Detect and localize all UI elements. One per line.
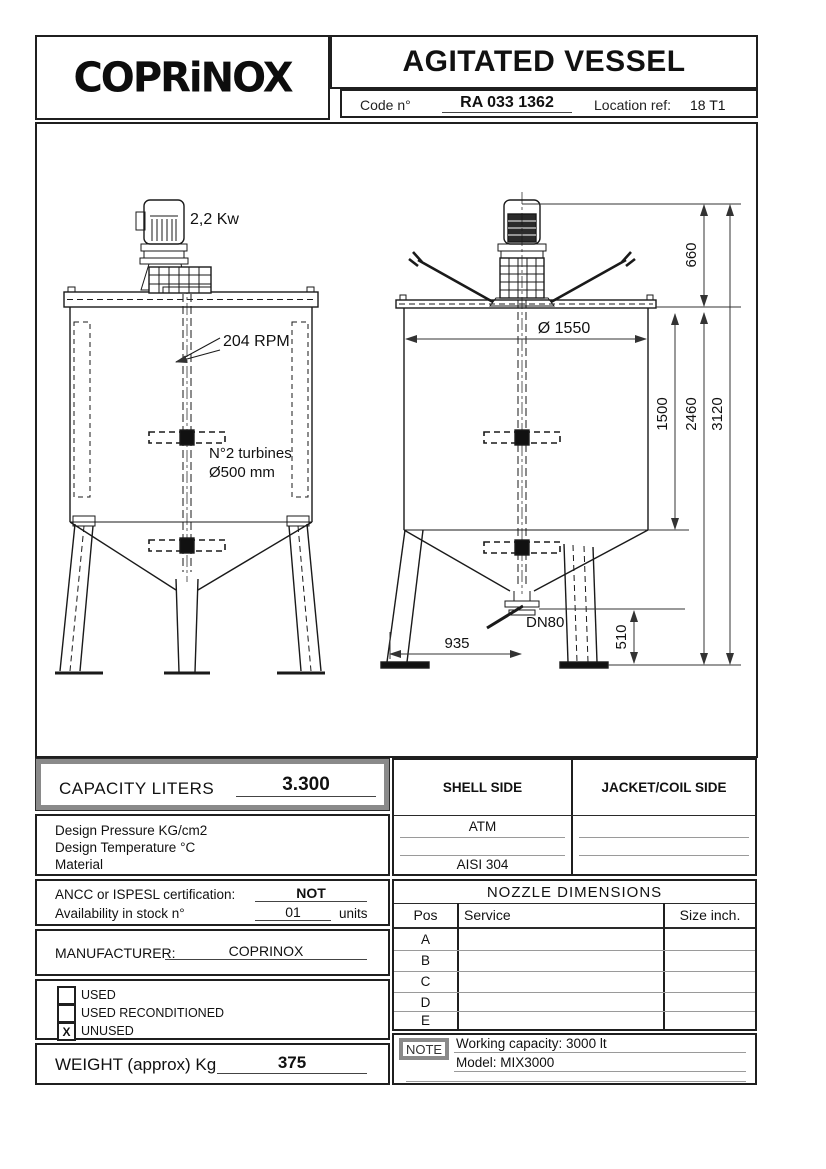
nozzle-header-underline [394,927,755,929]
weight-value: 375 [217,1053,367,1074]
certification-box [35,879,390,926]
diameter-dim-label: Ø 1550 [537,320,591,337]
design-pressure-label: Design Pressure KG/cm2 [55,823,208,838]
nozzle-title-underline [394,903,755,904]
weight-box [35,1043,390,1085]
checkbox-unused [57,1022,76,1041]
nozzle-row-pos-e: E [420,1013,430,1028]
shell-pressure-value: ATM [468,819,497,834]
weight-label: WEIGHT (approx) Kg [55,1055,217,1074]
nozzle-row-b-line [394,971,755,972]
checkbox-unused-label: UNUSED [81,1024,134,1038]
shell-jacket-divider [571,760,573,874]
right-vessel-view [381,192,656,668]
dim-510-label: 510 [613,624,630,650]
rpm-label: 204 RPM [223,333,290,350]
certification-value: NOT [255,885,367,902]
nozzle-row-d-line [394,1011,755,1012]
location-ref-label: Location ref: [594,97,672,113]
technical-drawing-frame [35,122,758,758]
note-line2: Model: MIX3000 [456,1055,555,1070]
checkbox-used [57,986,76,1005]
design-conditions-box [35,814,390,876]
dim-935-label: 935 [444,635,470,652]
note-line3-underline [406,1081,746,1082]
note-box [392,1033,757,1085]
dim-2460-label: 2460 [683,397,700,431]
coprinox-logo: COPRiNOX [73,54,292,101]
jacket-row1-line [579,837,749,838]
nozzle-row-a-line [394,950,755,951]
manufacturer-value: COPRINOX [165,943,367,960]
nozzle-header-service: Service [464,907,511,923]
capacity-box [35,758,390,811]
jacket-coil-side-header: JACKET/COIL SIDE [601,780,727,795]
outlet-dn80-label: DN80 [526,614,565,631]
power-label: 2,2 Kw [190,211,239,228]
availability-label: Availability in stock n° [55,906,185,921]
capacity-value: 3.300 [236,774,376,797]
checkbox-used-label: USED [81,988,116,1002]
code-row [340,89,758,118]
checkbox-used-reconditioned [57,1004,76,1023]
availability-units: units [339,906,368,921]
nozzle-table-title: NOZZLE DIMENSIONS [486,884,663,901]
nozzle-row-pos-d: D [420,995,431,1010]
checkbox-unused-mark: X [62,1024,71,1039]
logo-box [35,35,330,120]
dim-3120-label: 3120 [709,397,726,431]
checkbox-used-reconditioned-label: USED RECONDITIONED [81,1006,225,1020]
title-box [330,35,758,89]
shell-material-value: AISI 304 [456,857,509,872]
vessel-drawing [37,124,756,756]
page-title: AGITATED VESSEL [402,45,686,78]
condition-box [35,979,390,1040]
shell-row1-line [400,837,565,838]
note-line1: Working capacity: 3000 lt [456,1036,607,1051]
nozzle-header-pos: Pos [413,907,438,923]
turbines-label-line1: N°2 turbines [209,445,292,462]
nozzle-row-pos-c: C [420,974,431,989]
nozzle-row-c-line [394,992,755,993]
turbines-label-line2: Ø500 mm [209,464,275,481]
shell-side-header: SHELL SIDE [442,780,523,795]
manufacturer-label: MANUFACTURER: [55,945,176,961]
availability-value: 01 [255,904,331,921]
code-label: Code n° [360,97,411,113]
location-ref-value: 18 T1 [690,97,726,113]
shell-row2-line [400,855,565,856]
design-temperature-label: Design Temperature °C [55,840,196,855]
note-line2-underline [454,1071,746,1072]
note-label: NOTE [405,1041,443,1057]
nozzle-header-size: Size inch. [679,907,741,923]
certification-label: ANCC or ISPESL certification: [55,887,236,902]
jacket-row2-line [579,855,749,856]
left-vessel-view [55,200,325,673]
material-label: Material [55,857,104,872]
code-value: RA 033 1362 [442,94,572,113]
nozzle-dimensions-table [392,879,757,1031]
shell-header-underline [394,815,755,816]
nozzle-row-pos-a: A [420,932,430,947]
capacity-label: CAPACITY LITERS [59,779,215,798]
dim-1500-label: 1500 [654,397,671,431]
note-label-frame [399,1038,449,1060]
dim-660-label: 660 [683,242,700,268]
shell-jacket-table [392,758,757,876]
manufacturer-box [35,929,390,976]
nozzle-row-pos-b: B [420,953,430,968]
note-line1-underline [454,1052,746,1053]
